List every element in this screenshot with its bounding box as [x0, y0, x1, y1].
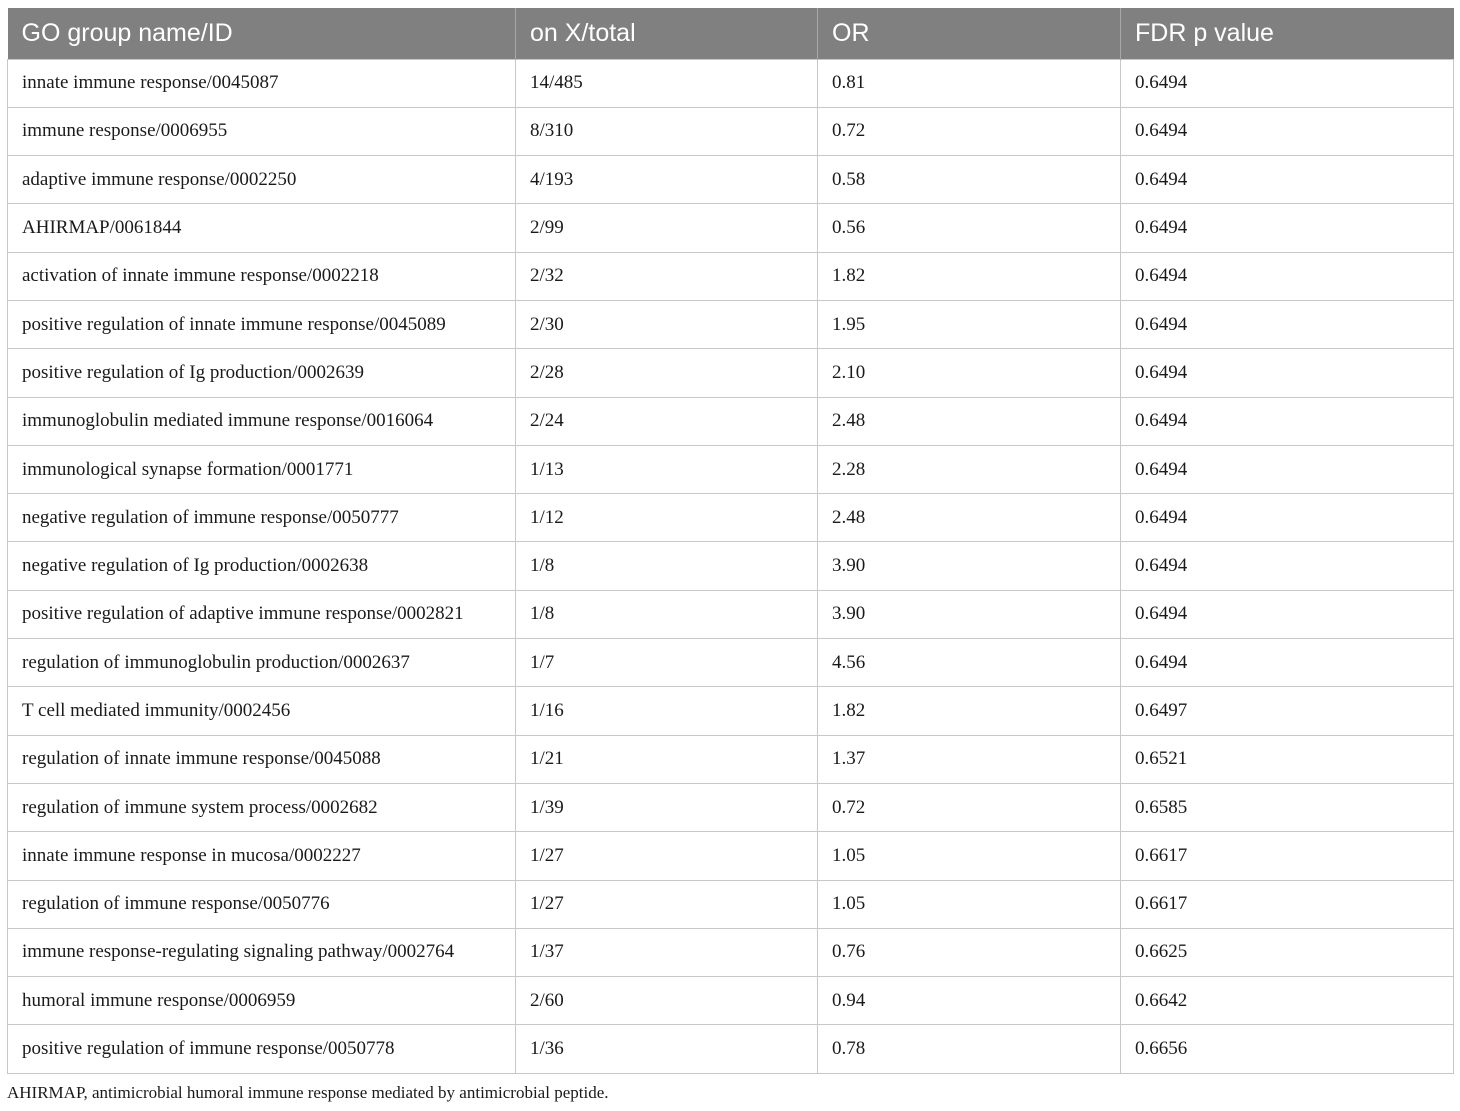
- go-group-cell: regulation of immune system process/0002682: [8, 783, 516, 831]
- or-cell: 0.94: [818, 977, 1121, 1025]
- or-cell: 1.82: [818, 687, 1121, 735]
- fdr-p-value-cell: 0.6494: [1121, 349, 1454, 397]
- go-group-cell: positive regulation of immune response/0050778: [8, 1025, 516, 1073]
- on-x-total-cell: 1/8: [516, 590, 818, 638]
- table-row: [8, 735, 1454, 783]
- fdr-p-value-cell: 0.6521: [1121, 735, 1454, 783]
- go-group-cell: immunoglobulin mediated immune response/0016064: [8, 397, 516, 445]
- or-cell: 1.95: [818, 300, 1121, 348]
- on-x-total-cell: 1/36: [516, 1025, 818, 1073]
- go-group-cell: negative regulation of Ig production/0002638: [8, 542, 516, 590]
- table-row: [8, 687, 1454, 735]
- table-row: [8, 397, 1454, 445]
- or-cell: 3.90: [818, 590, 1121, 638]
- go-enrichment-table: [7, 8, 1454, 1074]
- on-x-total-cell: 1/39: [516, 783, 818, 831]
- on-x-total-cell: 1/13: [516, 445, 818, 493]
- or-cell: 4.56: [818, 639, 1121, 687]
- go-group-cell: positive regulation of Ig production/0002639: [8, 349, 516, 397]
- or-cell: 1.37: [818, 735, 1121, 783]
- fdr-p-value-cell: 0.6494: [1121, 156, 1454, 204]
- fdr-p-value-cell: 0.6494: [1121, 59, 1454, 107]
- column-header-go-group: GO group name/ID: [8, 8, 516, 59]
- go-group-cell: T cell mediated immunity/0002456: [8, 687, 516, 735]
- fdr-p-value-cell: 0.6494: [1121, 204, 1454, 252]
- table-row: [8, 59, 1454, 107]
- fdr-p-value-cell: 0.6617: [1121, 880, 1454, 928]
- on-x-total-cell: 4/193: [516, 156, 818, 204]
- on-x-total-cell: 2/30: [516, 300, 818, 348]
- fdr-p-value-cell: 0.6656: [1121, 1025, 1454, 1073]
- table-body: [8, 59, 1454, 1073]
- on-x-total-cell: 2/28: [516, 349, 818, 397]
- on-x-total-cell: 2/99: [516, 204, 818, 252]
- on-x-total-cell: 1/27: [516, 880, 818, 928]
- table-row: [8, 977, 1454, 1025]
- or-cell: 1.82: [818, 252, 1121, 300]
- go-group-cell: innate immune response/0045087: [8, 59, 516, 107]
- or-cell: 0.56: [818, 204, 1121, 252]
- fdr-p-value-cell: 0.6494: [1121, 445, 1454, 493]
- table-row: [8, 494, 1454, 542]
- fdr-p-value-cell: 0.6497: [1121, 687, 1454, 735]
- go-group-cell: positive regulation of adaptive immune response/0002821: [8, 590, 516, 638]
- go-group-cell: AHIRMAP/0061844: [8, 204, 516, 252]
- fdr-p-value-cell: 0.6585: [1121, 783, 1454, 831]
- go-group-cell: activation of innate immune response/0002218: [8, 252, 516, 300]
- table-row: [8, 928, 1454, 976]
- or-cell: 1.05: [818, 880, 1121, 928]
- or-cell: 1.05: [818, 832, 1121, 880]
- fdr-p-value-cell: 0.6494: [1121, 542, 1454, 590]
- or-cell: 2.10: [818, 349, 1121, 397]
- on-x-total-cell: 2/24: [516, 397, 818, 445]
- table-row: [8, 832, 1454, 880]
- table-row: [8, 156, 1454, 204]
- table-footnote: AHIRMAP, antimicrobial humoral immune response mediated by antimicrobial peptide.: [7, 1083, 609, 1102]
- table-row: [8, 1025, 1454, 1073]
- table-row: [8, 204, 1454, 252]
- on-x-total-cell: 8/310: [516, 107, 818, 155]
- or-cell: 0.76: [818, 928, 1121, 976]
- or-cell: 0.72: [818, 783, 1121, 831]
- on-x-total-cell: 1/7: [516, 639, 818, 687]
- fdr-p-value-cell: 0.6494: [1121, 252, 1454, 300]
- fdr-p-value-cell: 0.6494: [1121, 397, 1454, 445]
- or-cell: 2.48: [818, 494, 1121, 542]
- go-group-cell: negative regulation of immune response/0050777: [8, 494, 516, 542]
- on-x-total-cell: 1/12: [516, 494, 818, 542]
- fdr-p-value-cell: 0.6494: [1121, 590, 1454, 638]
- table-row: [8, 639, 1454, 687]
- fdr-p-value-cell: 0.6494: [1121, 300, 1454, 348]
- fdr-p-value-cell: 0.6494: [1121, 639, 1454, 687]
- on-x-total-cell: 2/60: [516, 977, 818, 1025]
- on-x-total-cell: 1/8: [516, 542, 818, 590]
- fdr-p-value-cell: 0.6494: [1121, 107, 1454, 155]
- table-row: [8, 445, 1454, 493]
- table-row: [8, 300, 1454, 348]
- or-cell: 2.48: [818, 397, 1121, 445]
- on-x-total-cell: 1/27: [516, 832, 818, 880]
- table-row: [8, 783, 1454, 831]
- or-cell: 2.28: [818, 445, 1121, 493]
- column-header-fdr-p-value: FDR p value: [1121, 8, 1454, 59]
- fdr-p-value-cell: 0.6625: [1121, 928, 1454, 976]
- go-group-cell: regulation of innate immune response/0045088: [8, 735, 516, 783]
- table-row: [8, 542, 1454, 590]
- on-x-total-cell: 1/37: [516, 928, 818, 976]
- or-cell: 3.90: [818, 542, 1121, 590]
- column-header-or: OR: [818, 8, 1121, 59]
- on-x-total-cell: 14/485: [516, 59, 818, 107]
- on-x-total-cell: 2/32: [516, 252, 818, 300]
- go-group-cell: regulation of immune response/0050776: [8, 880, 516, 928]
- or-cell: 0.81: [818, 59, 1121, 107]
- go-group-cell: adaptive immune response/0002250: [8, 156, 516, 204]
- go-group-cell: immune response/0006955: [8, 107, 516, 155]
- fdr-p-value-cell: 0.6642: [1121, 977, 1454, 1025]
- table-row: [8, 107, 1454, 155]
- go-group-cell: immune response-regulating signaling pathway/0002764: [8, 928, 516, 976]
- table-row: [8, 252, 1454, 300]
- on-x-total-cell: 1/16: [516, 687, 818, 735]
- column-header-on-x-total: on X/total: [516, 8, 818, 59]
- or-cell: 0.72: [818, 107, 1121, 155]
- fdr-p-value-cell: 0.6494: [1121, 494, 1454, 542]
- go-enrichment-table-container: [7, 8, 1453, 1074]
- table-row: [8, 880, 1454, 928]
- or-cell: 0.58: [818, 156, 1121, 204]
- table-row: [8, 590, 1454, 638]
- or-cell: 0.78: [818, 1025, 1121, 1073]
- table-row: [8, 349, 1454, 397]
- fdr-p-value-cell: 0.6617: [1121, 832, 1454, 880]
- go-group-cell: regulation of immunoglobulin production/0002637: [8, 639, 516, 687]
- go-group-cell: positive regulation of innate immune response/0045089: [8, 300, 516, 348]
- table-header-row: [8, 8, 1454, 59]
- go-group-cell: humoral immune response/0006959: [8, 977, 516, 1025]
- go-group-cell: immunological synapse formation/0001771: [8, 445, 516, 493]
- on-x-total-cell: 1/21: [516, 735, 818, 783]
- go-group-cell: innate immune response in mucosa/0002227: [8, 832, 516, 880]
